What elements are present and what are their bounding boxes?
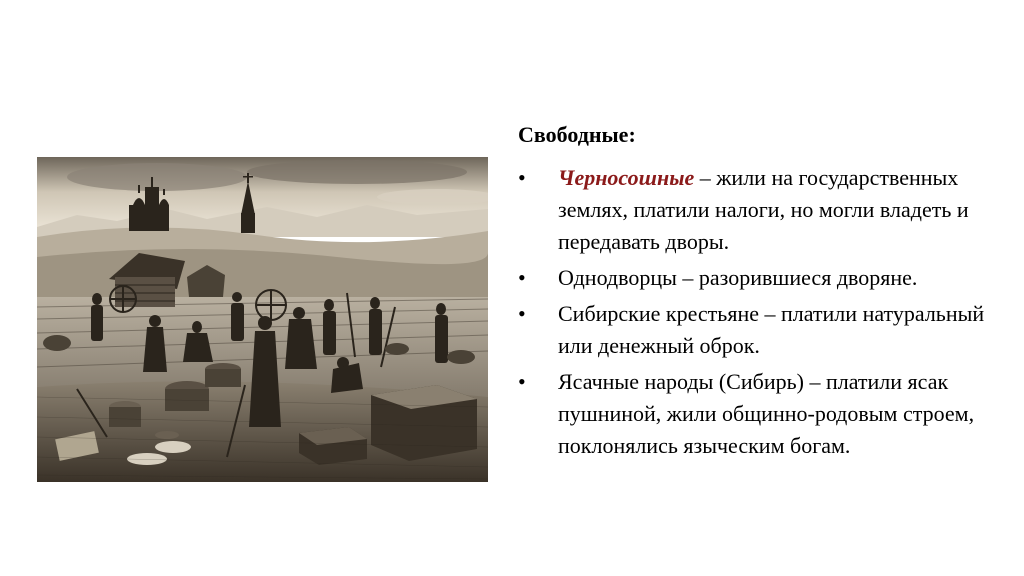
bullet-text: Однодворцы – разорившиеся дворяне. bbox=[558, 265, 918, 290]
list-item bbox=[518, 298, 1008, 362]
bullet-list bbox=[518, 162, 1008, 466]
bullet-text: – жили на государственных землях, платили налоги, но могли владеть и передавать дворы. bbox=[558, 165, 969, 254]
bullet-icon: • bbox=[518, 369, 526, 394]
bullet-text: Ясачные народы (Сибирь) – платили ясак пушниной, жили общинно-родовым строем, поклонялись языческим богам. bbox=[558, 369, 975, 458]
section-heading: Свободные: bbox=[518, 122, 636, 147]
bullet-icon: • bbox=[518, 265, 526, 290]
term-highlight: Черносошные bbox=[558, 165, 695, 190]
peasants-illustration bbox=[37, 157, 488, 482]
bullet-icon: • bbox=[518, 165, 526, 190]
list-item bbox=[518, 162, 1008, 258]
bullet-text: Сибирские крестьяне – платили натуральный или денежный оброк. bbox=[558, 301, 985, 358]
engraving-image bbox=[37, 157, 488, 482]
list-item bbox=[518, 366, 1008, 462]
list-item bbox=[518, 262, 1008, 294]
bullet-icon: • bbox=[518, 301, 526, 326]
